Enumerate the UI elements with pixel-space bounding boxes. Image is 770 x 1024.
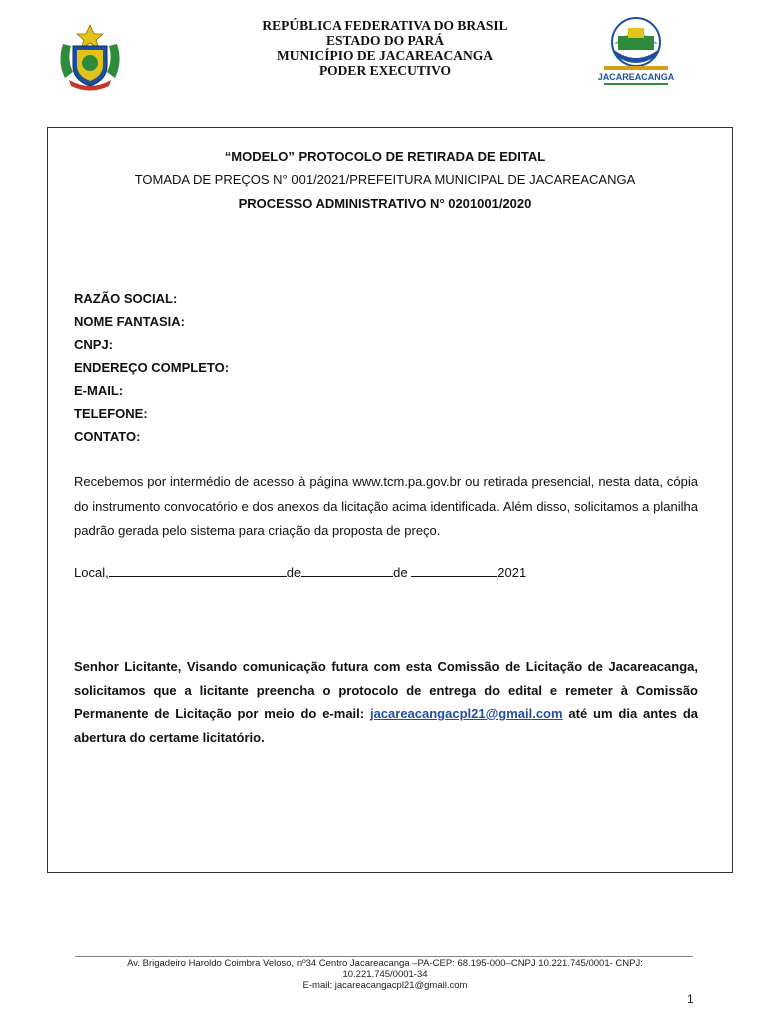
- field-email: E-MAIL:: [74, 383, 124, 398]
- header-line: REPÚBLICA FEDERATIVA DO BRASIL: [262, 18, 508, 33]
- document-header: [0, 18, 770, 78]
- notice-tail: até um dia antes da abertura do certame licitatório.: [74, 706, 699, 745]
- municipal-logo-text: JACAREACANGA: [597, 72, 675, 82]
- page-number: 1: [687, 992, 694, 1006]
- de-label: de: [393, 565, 412, 580]
- notice-paragraph: [74, 655, 698, 749]
- local-label: Local,: [74, 565, 109, 580]
- local-date-line: [74, 564, 526, 580]
- page-footer: [80, 958, 690, 991]
- year-label: 2021: [497, 565, 527, 580]
- de-label: de: [286, 565, 302, 580]
- field-contato: CONTATO:: [74, 429, 141, 444]
- day-month-blank: [301, 564, 393, 577]
- form-subtitle: TOMADA DE PREÇOS N° 001/2021/PREFEITURA MUNICIPAL DE JACAREACANGA: [134, 172, 636, 187]
- local-blank: [109, 564, 287, 577]
- email-link[interactable]: jacareacangacpl21@gmail.com: [369, 706, 563, 721]
- footer-address: Av. Brigadeiro Haroldo Coimbra Veloso, nº34 Centro Jacareacanga –PA-CEP: 68.195-000–CNPJ 10.221.745/0001- CNPJ:: [127, 958, 643, 969]
- field-razao-social: RAZÃO SOCIAL:: [74, 291, 178, 306]
- month-blank: [411, 564, 497, 577]
- notice-text: Senhor Licitante, Visando comunicação futura com esta Comissão de Licitação de Jacareacanga, solicitamos que a licitante preencha o protocolo de entrega do edital e remeter à Comissão Permanente de Licitação por meio do e-mail:: [74, 659, 698, 721]
- footer-divider: [75, 956, 693, 957]
- field-nome-fantasia: NOME FANTASIA:: [74, 314, 185, 329]
- company-fields: [74, 287, 229, 448]
- form-title: “MODELO” PROTOCOLO DE RETIRADA DE EDITAL: [224, 149, 546, 164]
- header-line: ESTADO DO PARÁ: [325, 33, 444, 48]
- field-endereco: ENDEREÇO COMPLETO:: [74, 360, 230, 375]
- field-cnpj: CNPJ:: [74, 337, 114, 352]
- footer-email: E-mail: jacareacangacpl21@gmail.com: [302, 980, 468, 991]
- footer-cnpj: 10.221.745/0001-34: [342, 969, 428, 980]
- field-telefone: TELEFONE:: [74, 406, 148, 421]
- header-line: PODER EXECUTIVO: [318, 63, 452, 78]
- receipt-paragraph: Recebemos por intermédio de acesso à página www.tcm.pa.gov.br ou retirada presencial, nesta data, cópia do instrumento convocatório e dos anexos da licitação acima identificada. Além disso, solicitamos a planilha padrão gerada pelo sistema para criação da proposta de preço.: [74, 474, 698, 538]
- process-number: PROCESSO ADMINISTRATIVO N° 0201001/2020: [238, 196, 532, 211]
- header-line: MUNICÍPIO DE JACAREACANGA: [277, 48, 493, 63]
